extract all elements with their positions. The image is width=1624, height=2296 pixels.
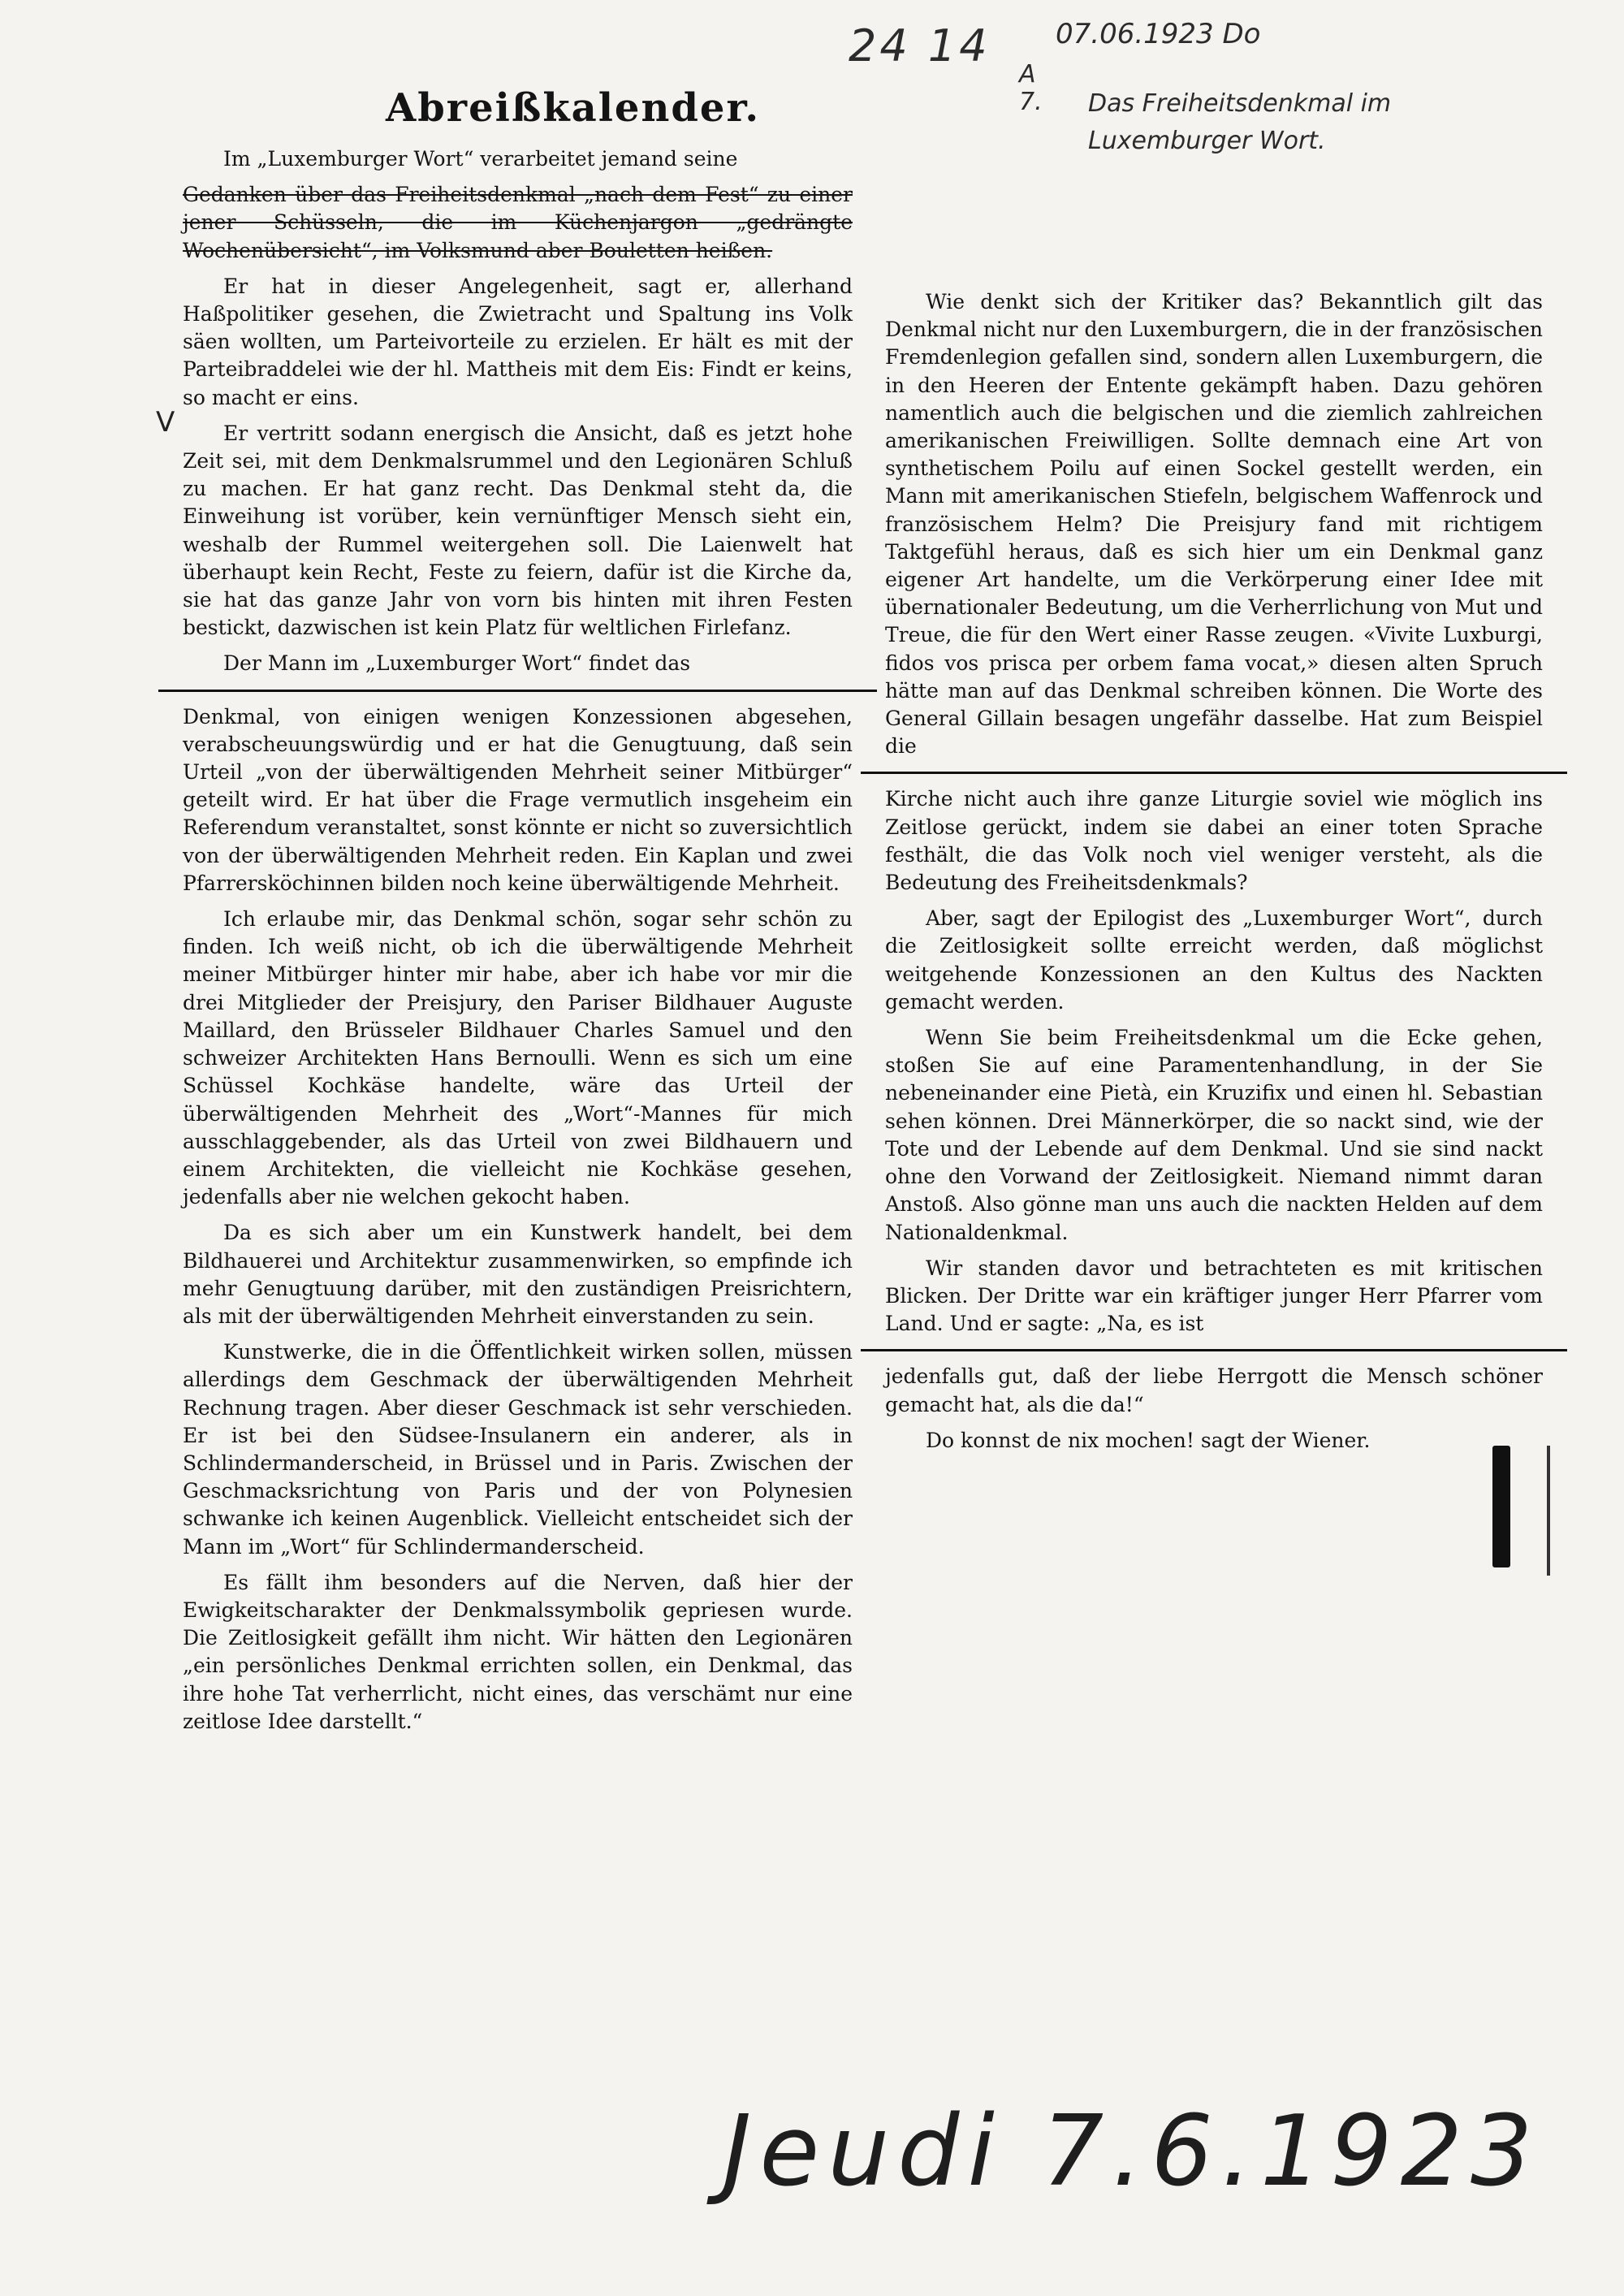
date-handwriting-top: 07.06.1923 Do [1056,18,1261,50]
paragraph-left-10: Es fällt ihm besonders auf die Nerven, daß hier der Ewigkeitscharakter der Denkmalssymbolik gepriesen wurde. Die Zeitlosigkeit gefällt ihm nicht. Wir hätten den Legionären „ein persönliches Denkmal errichten sollen, ein Denkmal, das ihre hohe Tat verherrlicht, nicht eines, das verschämt nur eine zeitlose Idee darstellt.“ [183,1570,853,1733]
column-divider-rule [861,1349,1567,1351]
paragraph-left-2: Gedanken über das Freiheitsdenkmal „nach dem Fest“ zu einer jener Schüsseln, die im Küchenjargon „gedrängte Wochenübersicht“, im Volksmund aber Bouletten heißen. [183,183,853,262]
archive-number-handwriting: 24 14 [849,20,991,71]
article-right-column [885,288,1543,1580]
paragraph-left-9: Kunstwerke, die in die Öffentlichkeit wirken sollen, müssen allerdings dem Geschmack der überwältigenden Mehrheit Rechnung tragen. Aber dieser Geschmack ist sehr verschieden. Er ist bei den Südsee-Insulanern ein anderer, als in Schlindermanderscheid, in Brüssel und in Paris. Zwischen der Geschmacksrichtung von Paris und der von Polynesien schwanke ich keinen Augenblick. Vielleicht entscheidet sich der Mann im „Wort“ für Schlindermanderscheid. [183,1340,853,1559]
paragraph-right-7: Do konnst de nix mochen! sagt der Wiener. [926,1428,1371,1452]
paragraph-left-8: Da es sich aber um ein Kunstwerk handelt, bei dem Bildhauerei und Architektur zusammenwirken, so empfinde ich mehr Genugtuung darüber, mit den zuständigen Preisrichtern, als mit der überwältigenden Mehrheit einverstanden zu sein. [183,1221,853,1328]
paragraph-right-3: Aber, sagt der Epilogist des „Luxemburger Wort“, durch die Zeitlosigkeit sollte erreicht werden, daß möglichst weitgehende Konzessionen an den Kultus des Nackten gemacht werden. [885,906,1543,1014]
article-title: Abreißkalender. [386,85,761,131]
paragraph-left-1: Im „Luxemburger Wort“ verarbeitet jemand seine [223,147,738,171]
margin-mark-handwriting: A 7. [1019,60,1043,116]
column-divider-rule [158,690,877,692]
paragraph-left-7: Ich erlaube mir, das Denkmal schön, sogar sehr schön zu finden. Ich weiß nicht, ob ich die überwältigende Mehrheit meiner Mitbürger hinter mir habe, aber ich habe vor mir die drei Mitglieder der Preisjury, den Pariser Bildhauer Auguste Maillard, den Brüsseler Bildhauer Charles Samuel und den schweizer Architekten Hans Bernoulli. Wenn es sich um eine Schüssel Kochkäse handelte, wäre das Urteil der überwältigenden Mehrheit des „Wort“-Mannes für mich ausschlaggebender, als das Urteil von zwei Bildhauern und einem Architekten, die vielleicht nie Kochkäse gesehen, jedenfalls aber nie welchen gekocht haben. [183,907,853,1209]
article-left-column [183,85,853,2075]
date-handwriting-bottom: Jeudi 7.6.1923 [723,2095,1541,2208]
paragraph-left-6: Denkmal, von einigen wenigen Konzessionen abgesehen, verabscheuungswürdig und er hat die Genugtuung, daß sein Urteil „von der überwältigenden Mehrheit seiner Mitbürger“ geteilt wird. Er hat über die Frage vermutlich insgeheim ein Referendum veranstaltet, sonst könnte er nicht so zuversichtlich von der überwältigenden Mehrheit reden. Ein Kaplan und zwei Pfarrersköchinnen bilden noch keine überwältigende Mehrheit. [183,704,853,895]
paragraph-left-4: Er vertritt sodann energisch die Ansicht, daß es jetzt hohe Zeit sei, mit dem Denkmalsrummel und den Legionären Schluß zu machen. Er hat ganz recht. Das Denkmal steht da, die Einweihung ist vorüber, kein vernünftiger Mensch sieht ein, weshalb der Rummel weitergehen soll. Die Laienwelt hat überhaupt kein Recht, Feste zu feiern, dafür ist die Kirche da, sie hat das ganze Jahr von vorn bis hinten mit ihren Festen bestickt, dazwischen ist kein Platz für weltlichen Firlefanz. [183,421,853,640]
column-divider-rule [861,772,1567,774]
paragraph-right-1: Wie denkt sich der Kritiker das? Bekanntlich gilt das Denkmal nicht nur den Luxemburgern, die in der französischen Fremdenlegion gefallen sind, sondern allen Luxemburgern, die in den Heeren der Entente gekämpft haben. Dazu gehören namentlich auch die belgischen und die ziemlich zahlreichen amerikanischen Freiwilligen. Sollte demnach eine Art von synthetischem Poilu auf einen Sockel gestellt werden, ein Mann mit amerikanischen Stiefeln, belgischem Waffenrock und französischem Helm? Die Preisjury fand mit richtigem Taktgefühl heraus, daß es sich hier um ein Denkmal ganz eigener Art handelte, um die Verkörperung einer Idee mit übernationaler Bedeutung, um die Verherrlichung von Mut und Treue, die für den Wert einer Rasse zeugen. «Vivite Luxburgi, fidos vos prisca per orbem fama vocat,» diesen alten Spruch hätte man auf das Denkmal schreiben können. Die Worte des General Gillain besagen ungefähr dasselbe. Hat zum Beispiel die [885,290,1543,759]
paragraph-right-4: Wenn Sie beim Freiheitsdenkmal um die Ecke gehen, stoßen Sie auf eine Paramentenhandlung, in der Sie nebeneinander eine Pietà, ein Kruzifix und einen hl. Sebastian sehen können. Drei Männerkörper, die so nackt sind, wie der Tote und der Lebende auf dem Denkmal. Und sie sind nackt ohne den Vorwand der Zeitlosigkeit. Niemand nimmt daran Anstoß. Also gönne man uns auch die nackten Helden auf dem Nationaldenkmal. [885,1026,1543,1244]
paragraph-left-3: Er hat in dieser Angelegenheit, sagt er, allerhand Haßpolitiker gesehen, die Zwietracht und Spaltung ins Volk säen wollten, um Parteivorteile zu erzielen. Er hält es mit der Parteibraddelei wie der hl. Mattheis mit dem Eis: Findt er keins, so macht er eins. [183,274,853,409]
paragraph-right-6: jedenfalls gut, daß der liebe Herrgott die Mensch schöner gemacht hat, als die da!“ [885,1364,1543,1416]
note-handwriting: Das Freiheitsdenkmal im Luxemburger Wort. [1088,89,1392,155]
scan-edge-mark [1547,1446,1550,1576]
ink-smudge-mark [1492,1446,1510,1567]
margin-check-mark: V [156,406,175,439]
paragraph-left-5: Der Mann im „Luxemburger Wort“ findet das [223,651,691,676]
paragraph-right-2: Kirche nicht auch ihre ganze Liturgie soviel wie möglich ins Zeitlose gerückt, indem sie dabei an einer toten Sprache festhält, die das Volk noch viel weniger versteht, als die Bedeutung des Freiheitsdenkmals? [885,787,1543,895]
paragraph-right-5: Wir standen davor und betrachteten es mit kritischen Blicken. Der Dritte war ein kräftiger junger Herr Pfarrer vom Land. Und er sagte: „Na, es ist [885,1256,1543,1336]
